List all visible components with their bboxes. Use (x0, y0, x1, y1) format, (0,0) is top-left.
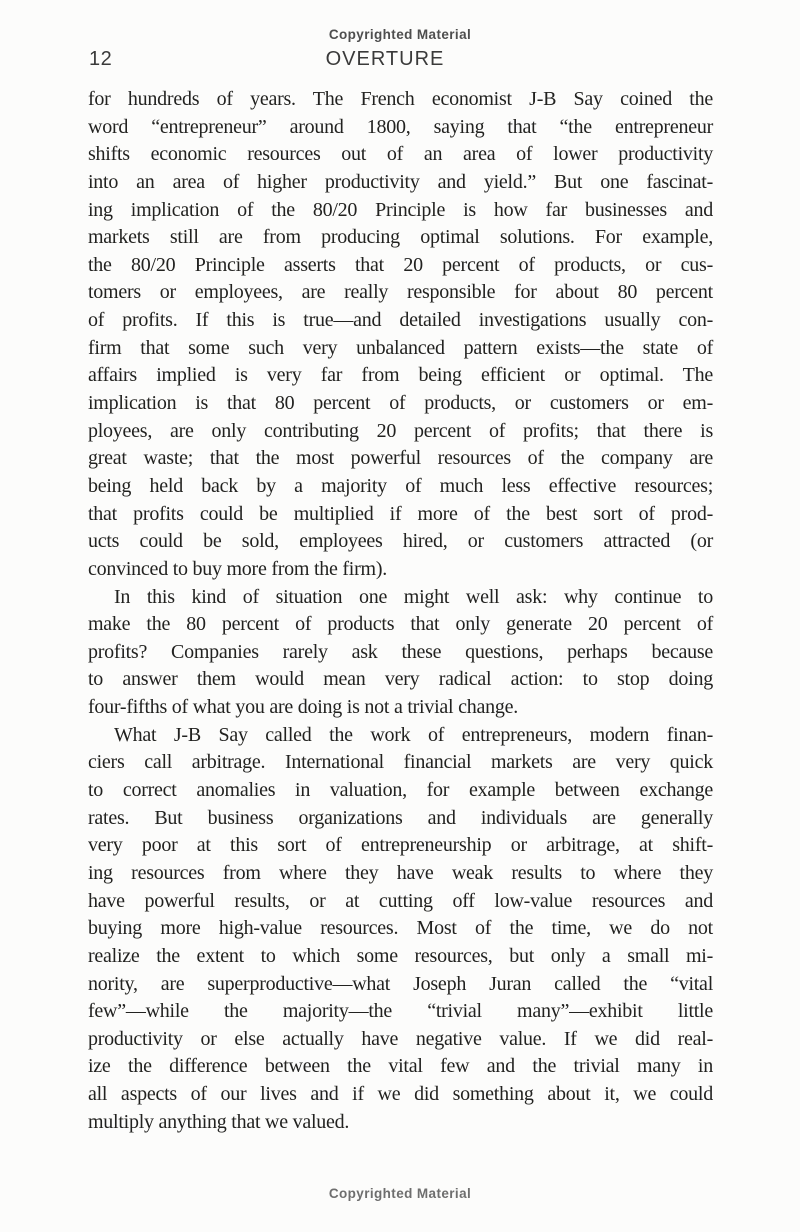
text-line: few”—while the majority—the “trivial many”—exhibit little (88, 1000, 713, 1023)
text-line: to answer them would mean very radical action: to stop doing (88, 668, 713, 691)
bottom-copyright-notice: Copyrighted Material (328, 1186, 472, 1201)
text-line: ing implication of the 80/20 Principle is how far businesses and (88, 198, 713, 221)
text-line: ing resources from where they have weak results to where they (88, 861, 713, 884)
text-line: implication is that 80 percent of products, or customers or em- (88, 392, 713, 415)
text-line: rates. But business organizations and individuals are generally (88, 806, 713, 829)
text-line: for hundreds of years. The French economist J-B Say coined the (88, 88, 713, 110)
text-line: word “entrepreneur” around 1800, saying that “the entrepreneur (88, 115, 713, 138)
text-line: multiply anything that we valued. (88, 1110, 350, 1133)
text-line: productivity or else actually have negative value. If we did real- (88, 1027, 713, 1050)
text-line: the 80/20 Principle asserts that 20 percent of products, or cus- (88, 253, 713, 276)
text-line: markets still are from producing optimal solutions. For example, (88, 226, 713, 249)
text-line: ployees, are only contributing 20 percent of profits; that there is (88, 419, 713, 442)
text-line: convinced to buy more from the firm). (88, 557, 387, 580)
text-line: realize the extent to which some resources, but only a small mi- (88, 944, 713, 967)
text-line: very poor at this sort of entrepreneurship or arbitrage, at shift- (88, 834, 713, 857)
text-line: firm that some such very unbalanced pattern exists—the state of (88, 336, 713, 359)
text-line: make the 80 percent of products that only generate 20 percent of (88, 613, 713, 636)
page-number: 12 (89, 48, 113, 70)
paragraph (88, 86, 713, 584)
text-line: into an area of higher productivity and yield.” But one fascinat- (88, 170, 713, 193)
text-line: that profits could be multiplied if more of the best sort of prod- (88, 502, 713, 525)
text-line: What J-B Say called the work of entrepreneurs, modern finan- (114, 723, 713, 746)
text-line: all aspects of our lives and if we did something about it, we could (88, 1083, 713, 1106)
text-line: ize the difference between the vital few and the trivial many in (88, 1055, 713, 1078)
text-line: have powerful results, or at cutting off low-value resources and (88, 889, 713, 912)
text-line: profits? Companies rarely ask these questions, perhaps because (88, 640, 713, 663)
text-line: buying more high-value resources. Most of the time, we do not (88, 917, 713, 940)
text-line: being held back by a majority of much less effective resources; (88, 474, 713, 497)
text-line: tomers or employees, are really responsible for about 80 percent (88, 281, 713, 304)
text-line: four-fifths of what you are doing is not a trivial change. (88, 696, 518, 719)
text-line: In this kind of situation one might well ask: why continue to (114, 585, 713, 608)
text-line: to correct anomalies in valuation, for example between exchange (88, 779, 713, 802)
paragraph (88, 722, 713, 1137)
text-line: nority, are superproductive—what Joseph Juran called the “vital (88, 972, 713, 995)
text-line: ciers call arbitrage. International financial markets are very quick (88, 751, 713, 774)
text-line: great waste; that the most powerful resources of the company are (88, 447, 713, 470)
paragraph (88, 584, 713, 722)
text-line: ucts could be sold, employees hired, or customers attracted (or (88, 530, 713, 553)
top-copyright-notice: Copyrighted Material (328, 27, 472, 42)
running-head: OVERTURE (325, 48, 445, 70)
text-line: affairs implied is very far from being efficient or optimal. The (88, 364, 713, 387)
text-line: of profits. If this is true—and detailed investigations usually con- (88, 309, 713, 332)
text-line: shifts economic resources out of an area of lower productivity (88, 143, 713, 166)
body-text (88, 86, 713, 1136)
